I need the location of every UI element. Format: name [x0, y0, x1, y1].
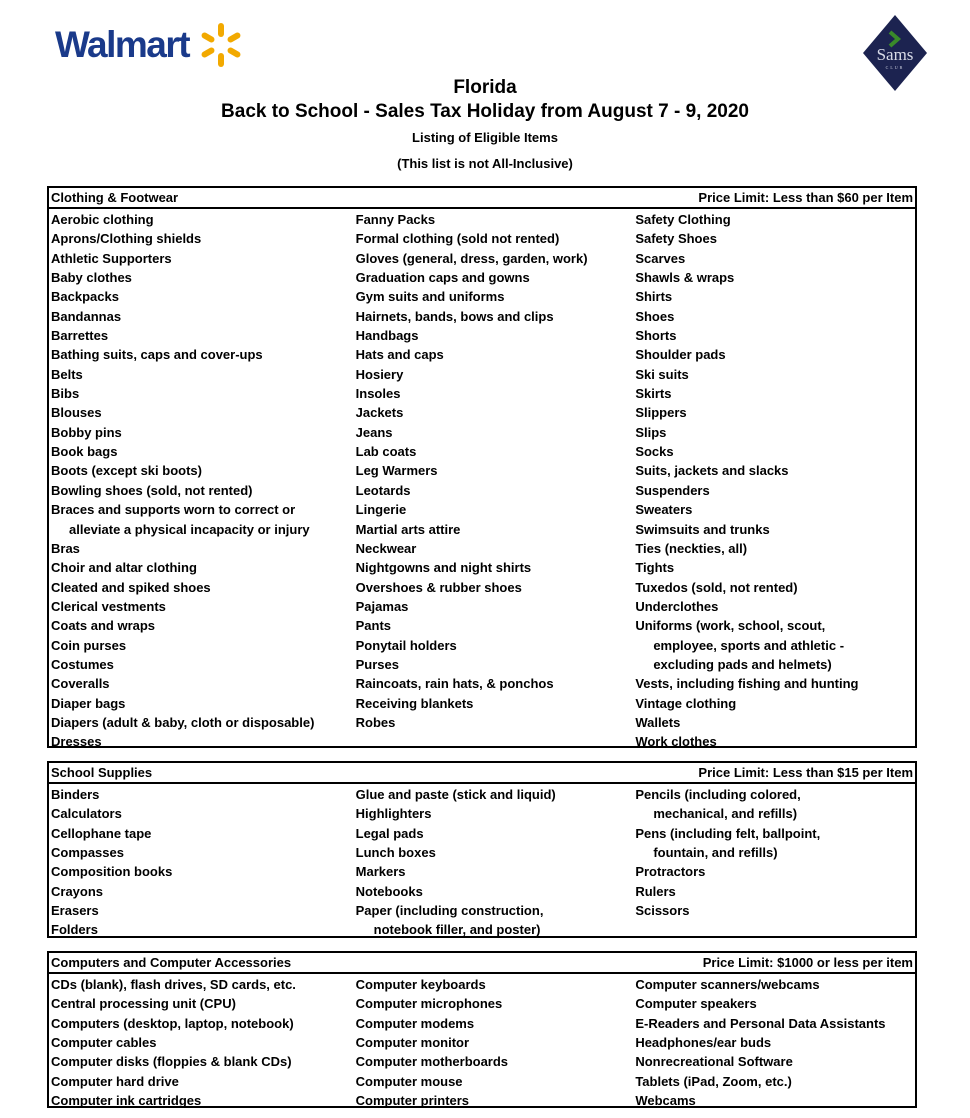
section-header: [49, 953, 915, 974]
list-item: Gloves (general, dress, garden, work): [355, 250, 588, 266]
list-item: Computer mouse: [355, 1073, 463, 1089]
list-item: Nonrecreational Software: [635, 1054, 793, 1070]
list-item: Notebooks: [355, 883, 423, 899]
list-item: Safety Shoes: [635, 231, 717, 247]
list-item: Ski suits: [635, 366, 689, 382]
list-item: Computer disks (floppies & blank CDs): [51, 1054, 292, 1070]
item-columns: [49, 974, 915, 1110]
list-item: Choir and altar clothing: [51, 560, 197, 576]
list-item: Tights: [635, 560, 675, 576]
list-item: Aprons/Clothing shields: [51, 231, 202, 247]
list-item: Legal pads: [355, 825, 424, 841]
list-item: Overshoes & rubber shoes: [355, 579, 522, 595]
list-item: Jackets: [355, 405, 404, 421]
page-title: Back to School - Sales Tax Holiday from August 7 - 9, 2020: [221, 101, 749, 122]
list-item: Suits, jackets and slacks: [635, 463, 789, 479]
list-item: Wallets: [635, 714, 681, 730]
list-item: Uniforms (work, school, scout,: [635, 618, 826, 634]
list-item: Pants: [355, 618, 392, 634]
price-limit: Price Limit: $1000 or less per item: [702, 955, 913, 970]
list-item: Bowling shoes (sold, not rented): [51, 482, 253, 498]
list-item: Computer microphones: [355, 996, 503, 1012]
list-item: Belts: [51, 366, 83, 382]
list-item: Handbags: [355, 328, 419, 344]
list-item: Pencils (including colored,: [635, 787, 801, 802]
list-item: Slippers: [635, 405, 687, 421]
price-limit: Price Limit: Less than $60 per Item: [698, 190, 913, 205]
list-item: Slips: [635, 424, 667, 440]
list-item: Scarves: [635, 250, 686, 266]
list-item: Binders: [51, 787, 100, 802]
list-item: Insoles: [355, 386, 401, 402]
list-item: Neckwear: [355, 540, 417, 556]
list-item: Computer hard drive: [51, 1073, 179, 1089]
list-item: Sweaters: [635, 502, 693, 518]
item-column: [356, 975, 636, 1110]
list-item: Purses: [355, 656, 400, 672]
walmart-logo: [55, 20, 245, 70]
list-item: Scissors: [635, 903, 690, 919]
list-item: Bobby pins: [51, 424, 122, 440]
walmart-spark-icon: [197, 21, 245, 69]
list-item: excluding pads and helmets): [653, 656, 832, 672]
list-item: Compasses: [51, 845, 124, 861]
section-school-supplies: [47, 761, 917, 938]
list-item: Blouses: [51, 405, 102, 421]
list-item: Computer motherboards: [355, 1054, 509, 1070]
list-item: Central processing unit (CPU): [51, 996, 236, 1012]
section-title: School Supplies: [51, 765, 153, 780]
list-item: Computers (desktop, laptop, notebook): [51, 1015, 294, 1031]
list-item: Boots (except ski boots): [51, 463, 202, 479]
list-item: Jeans: [355, 424, 393, 440]
list-item: Hairnets, bands, bows and clips: [355, 308, 554, 324]
list-item: Baby clothes: [51, 270, 132, 286]
price-limit: Price Limit: Less than $15 per Item: [698, 765, 913, 780]
list-item: Computer ink cartridges: [51, 1093, 202, 1109]
section-computers-accessories: [47, 951, 917, 1108]
sams-wordmark: Sams: [876, 45, 914, 64]
list-item: Receiving blankets: [355, 695, 474, 711]
item-column: [635, 210, 915, 752]
list-item: Coin purses: [51, 637, 127, 653]
list-item: Hosiery: [355, 366, 404, 382]
list-item: Socks: [635, 444, 674, 460]
list-item: Cellophane tape: [51, 825, 152, 841]
list-item: Shoes: [635, 308, 675, 324]
list-item: Backpacks: [51, 289, 119, 305]
list-item: Computer keyboards: [355, 977, 486, 992]
walmart-wordmark: Walmart: [55, 24, 190, 65]
list-item: Computer speakers: [635, 996, 757, 1012]
list-item: Graduation caps and gowns: [355, 270, 530, 286]
list-item: Vintage clothing: [635, 695, 737, 711]
list-item: Markers: [355, 864, 406, 880]
item-column: [49, 975, 356, 1110]
list-item: Diapers (adult & baby, cloth or disposable): [51, 714, 315, 730]
list-item: Tablets (iPad, Zoom, etc.): [635, 1073, 792, 1089]
list-item: mechanical, and refills): [653, 806, 798, 822]
list-item: Martial arts attire: [355, 521, 461, 537]
list-item: Erasers: [51, 903, 99, 919]
list-item: Fanny Packs: [355, 212, 436, 227]
list-item: Ties (neckties, all): [635, 540, 748, 556]
list-item: Costumes: [51, 656, 114, 672]
list-item: Ponytail holders: [355, 637, 457, 653]
list-item: Lab coats: [355, 444, 417, 460]
list-item: Underclothes: [635, 598, 719, 614]
list-item: Glue and paste (stick and liquid): [355, 787, 556, 802]
list-item: Skirts: [635, 386, 672, 402]
list-item: Headphones/ear buds: [635, 1035, 772, 1051]
list-item: Bibs: [51, 386, 80, 402]
list-item: Shawls & wraps: [635, 270, 735, 286]
list-item: employee, sports and athletic -: [653, 637, 845, 653]
list-item: Computer cables: [51, 1035, 157, 1051]
list-item: Work clothes: [635, 734, 717, 750]
page-subtitle: Listing of Eligible Items: [412, 130, 558, 145]
section-clothing-footwear: [47, 186, 917, 748]
section-title: Clothing & Footwear: [51, 190, 179, 205]
list-item: Coveralls: [51, 676, 110, 692]
item-column: [49, 785, 356, 940]
list-item: Crayons: [51, 883, 104, 899]
list-item: Gym suits and uniforms: [355, 289, 505, 305]
list-item: E-Readers and Personal Data Assistants: [635, 1015, 886, 1031]
list-item: Vests, including fishing and hunting: [635, 676, 859, 692]
list-item: Clerical vestments: [51, 598, 166, 614]
list-item: Webcams: [635, 1093, 696, 1109]
list-item: Braces and supports worn to correct or: [51, 502, 296, 518]
page-note: (This list is not All-Inclusive): [397, 156, 573, 171]
list-item: Computer scanners/webcams: [635, 977, 820, 992]
list-item: Dresses: [51, 734, 102, 750]
state-title: Florida: [453, 77, 517, 98]
list-item: Safety Clothing: [635, 212, 731, 227]
list-item: Folders: [51, 922, 98, 938]
item-column: [49, 210, 356, 752]
list-item: Leg Warmers: [355, 463, 438, 479]
list-item: CDs (blank), flash drives, SD cards, etc.: [51, 977, 296, 992]
list-item: Lunch boxes: [355, 845, 436, 861]
item-column: [356, 210, 636, 752]
item-column: [635, 785, 915, 940]
list-item: Shorts: [635, 328, 677, 344]
item-column: [356, 785, 636, 940]
list-item: Swimsuits and trunks: [635, 521, 770, 537]
list-item: Bandannas: [51, 308, 122, 324]
list-item: Lingerie: [355, 502, 407, 518]
item-columns: [49, 784, 915, 940]
list-item: notebook filler, and poster): [373, 922, 541, 938]
list-item: Suspenders: [635, 482, 710, 498]
list-item: Pens (including felt, ballpoint,: [635, 825, 821, 841]
item-columns: [49, 209, 915, 752]
list-item: Leotards: [355, 482, 411, 498]
list-item: Barrettes: [51, 328, 109, 344]
list-item: Cleated and spiked shoes: [51, 579, 211, 595]
list-item: Paper (including construction,: [355, 903, 544, 919]
list-item: Computer modems: [355, 1015, 475, 1031]
list-item: Tuxedos (sold, not rented): [635, 579, 798, 595]
list-item: Rulers: [635, 883, 676, 899]
list-item: Shirts: [635, 289, 673, 305]
list-item: Hats and caps: [355, 347, 444, 363]
list-item: Nightgowns and night shirts: [355, 560, 532, 576]
list-item: Formal clothing (sold not rented): [355, 231, 560, 247]
list-item: Pajamas: [355, 598, 409, 614]
section-title: Computers and Computer Accessories: [51, 955, 292, 970]
list-item: Coats and wraps: [51, 618, 156, 634]
list-item: fountain, and refills): [653, 845, 778, 861]
section-header: [49, 763, 915, 784]
list-item: Shoulder pads: [635, 347, 726, 363]
list-item: Robes: [355, 714, 396, 730]
list-item: Calculators: [51, 806, 122, 822]
list-item: alleviate a physical incapacity or injury: [69, 521, 310, 537]
list-item: Aerobic clothing: [51, 212, 154, 227]
list-item: Raincoats, rain hats, & ponchos: [355, 676, 554, 692]
document-header: [0, 74, 970, 172]
list-item: Book bags: [51, 444, 118, 460]
list-item: Computer printers: [355, 1093, 470, 1109]
list-item: Athletic Supporters: [51, 250, 172, 266]
list-item: Diaper bags: [51, 695, 126, 711]
list-item: Protractors: [635, 864, 706, 880]
sams-club-subtext: CLUB: [885, 65, 905, 70]
section-header: [49, 188, 915, 209]
item-column: [635, 975, 915, 1110]
list-item: Bathing suits, caps and cover-ups: [51, 347, 263, 363]
list-item: Composition books: [51, 864, 173, 880]
list-item: Highlighters: [355, 806, 432, 822]
list-item: Computer monitor: [355, 1035, 470, 1051]
list-item: Bras: [51, 540, 80, 556]
